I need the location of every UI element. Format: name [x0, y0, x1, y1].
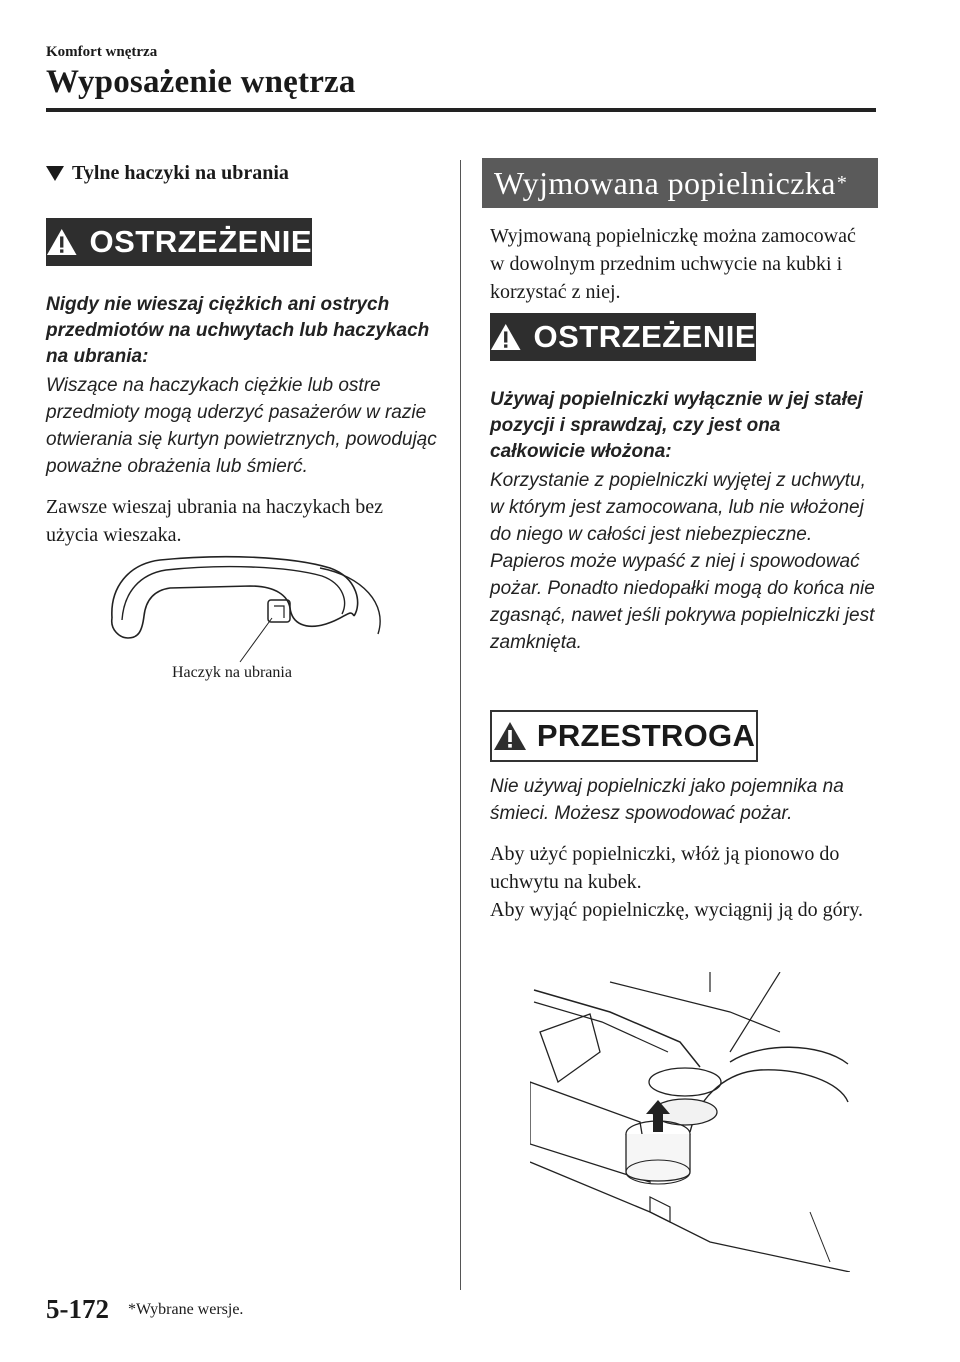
warning-label-right: OSTRZEŻENIE — [533, 319, 756, 354]
page-title: Wyposażenie wnętrza — [46, 64, 356, 100]
caution-label: PRZESTROGA — [536, 718, 756, 753]
page-number: 5-172 — [46, 1294, 109, 1324]
body-text-hooks: Zawsze wieszaj ubrania na haczykach bez użycia wieszaka. — [46, 496, 384, 546]
section-triangle-icon — [46, 166, 64, 181]
warning-text-right: Korzystanie z popielniczki wyjętej z uchwytu, w którym jest zamocowana, lub nie włożonej do niego w całości jest niebezpieczne. Papieros może wypaść z niej i spowodować pożar. Ponadto niedopałki mogą do końca nie zgasnąć, nawet jeśli pokrywa popielniczki jest zamknięta. — [490, 470, 875, 653]
warning-heading-right: Używaj popielniczki wyłącznie w jej stałej pozycji i sprawdzaj, czy jest ona całkowicie włożona: — [490, 389, 863, 462]
warning-triangle-icon — [46, 227, 77, 257]
section-band-ashtray — [482, 158, 878, 208]
warning-box-left — [46, 218, 312, 266]
ashtray-intro: Wyjmowaną popielniczkę można zamocować w dowolnym przednim uchwycie na kubki i korzystać z niej. — [490, 225, 856, 303]
warning-label: OSTRZEŻENIE — [89, 224, 312, 259]
band-marker: * — [836, 171, 848, 194]
warning-text-left: Wiszące na haczykach ciężkie lub ostre przedmioty mogą uderzyć pasażerów w razie otwierania się kurtyn powietrznych, powodując poważne obrażenia lub śmierć. — [46, 375, 437, 477]
warning-heading-left: Nigdy nie wieszaj ciężkich ani ostrych przedmiotów na uchwytach lub haczykach na ubrania: — [46, 294, 430, 367]
subheading-coat-hooks — [46, 162, 289, 185]
caution-box — [490, 710, 758, 762]
caution-text: Nie używaj popielniczki jako pojemnika na śmieci. Możesz spowodować pożar. — [490, 776, 844, 824]
ashtray-illustration — [530, 972, 850, 1272]
remove-instructions: Aby wyjąć popielniczkę, wyciągnij ją do góry. — [490, 899, 864, 921]
warning-box-right — [490, 313, 756, 361]
footnote: *Wybrane wersje. — [128, 1301, 244, 1318]
band-title: Wyjmowana popielniczka — [494, 164, 836, 201]
header-rule — [46, 108, 876, 112]
column-divider — [460, 160, 461, 1290]
warning-triangle-icon — [490, 322, 521, 352]
use-instructions: Aby użyć popielniczki, włóż ją pionowo do uchwytu na kubek. — [490, 843, 840, 893]
figure-caption-coat-hook: Haczyk na ubrania — [172, 664, 292, 681]
breadcrumb: Komfort wnętrza — [46, 44, 158, 60]
ashtray-figure — [530, 972, 850, 1272]
subheading-text: Tylne haczyki na ubrania — [72, 162, 289, 184]
warning-triangle-icon — [493, 721, 527, 751]
